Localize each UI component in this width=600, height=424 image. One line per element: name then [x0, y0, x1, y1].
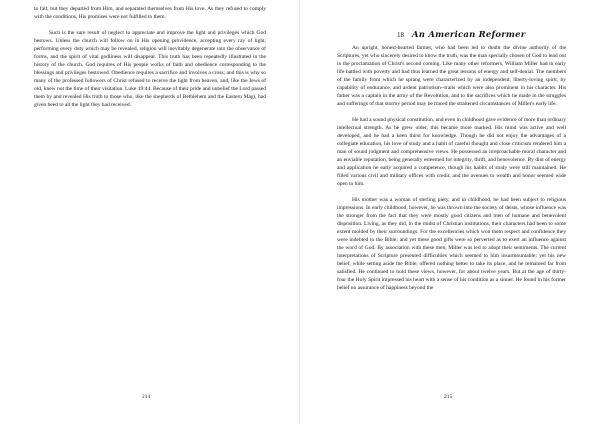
page-number: 215 [444, 394, 453, 400]
paragraph: to fall; but they departed from Him, and separated themselves from His love. As they refused to comply with the conditions, His promises were not fulfilled to them. [34, 6, 266, 21]
chapter-number: 18 [397, 31, 404, 39]
left-page-text [34, 5, 266, 117]
paragraph: An upright, honest-hearted farmer, who had been led to doubt the divine authority of the Scriptures, yet who sincerely desired to know the truth, was the man specially chosen of God to lead out in the proclamation of Christ's second coming. Like many other reformers, William Miller had in early life battled with poverty and had thus learned the great lessons of energy and self-denial. The members of the family from which he sprang were characterized by an independent, liberty-loving spirit, by capability of endurance, and ardent patriotism--traits which were also prominent in his character. His father was a captain in the army of the Revolution, and to the sacrifices which he made in the struggles and sufferings of that stormy period may be traced the straitened circumstances of Miller's early life. [337, 45, 566, 108]
running-head [397, 30, 557, 42]
right-page [300, 0, 600, 424]
paragraph: His mother was a woman of sterling piety, and in childhood, he had been subject to religious impressions. In early childhood, however, he was thrown into the society of deists, whose influence was the stronger from the fact that they were mostly good citizens and men of humane and benevolent disposition. Living, as they did, in the midst of Christian institutions, their characters had been to some extent molded by their surroundings. For the excellencies which won them respect and confidence they were indebted to the Bible; and yet these good gifts were so perverted as to exert an influence against the word of God. By association with these men, Miller was led to adopt their sentiments. The current interpretations of Scripture presented difficulties which seemed to him insurmountable; yet his new belief, while setting aside the Bible, offered nothing better to take its place, and he remained far from satisfied. He continued to hold these views, however, for about twelve years. But at the age of thirty-four the Holy Spirit impressed his heart with a sense of his condition as a sinner. He found in his former belief no assurance of happiness beyond the [337, 196, 566, 292]
paragraph: He had a sound physical constitution, and even in childhood gave evidence of more than ordinary intellectual strength. As he grew older, this became more marked. His mind was active and well developed, and he had a keen thirst for knowledge. Though he did not enjoy the advantages of a collegiate education, his love of study and a habit of careful thought and close criticism rendered him a man of sound judgment and comprehensive views. He possessed an irreproachable moral character and an enviable reputation, being generally esteemed for integrity, thrift, and benevolence. By dint of energy and application he early acquired a competence, though his habits of study were still maintained. He filled various civil and military offices with credit, and the avenues to wealth and honor seemed wide open to him. [337, 116, 566, 188]
chapter-title: An American Reformer [412, 30, 526, 40]
right-page-text [337, 44, 566, 300]
page-number: 214 [142, 394, 151, 400]
paragraph: Such is the sure result of neglect to appreciate and improve the light and privileges which God bestows. Unless the church will follow on in His opening providence, accepting every ray of light, performing every duty which may be revealed, religion will inevitably degenerate into the observance of forms, and the spirit of vital godliness will disappear. This truth has been repeatedly illustrated in the history of the church. God requires of His people works of faith and obedience corresponding to the blessings and privileges bestowed. Obedience requires a sacrifice and involves a cross; and this is why so many of the professed followers of Christ refused to receive the light from heaven, and, like the Jews of old, knew not the time of their visitation. Luke 19:44. Because of their pride and unbelief the Lord passed them by and revealed His truth to those who, like the shepherds of Bethlehem and the Eastern Magi, had given heed to all the light they had received. [34, 29, 266, 109]
